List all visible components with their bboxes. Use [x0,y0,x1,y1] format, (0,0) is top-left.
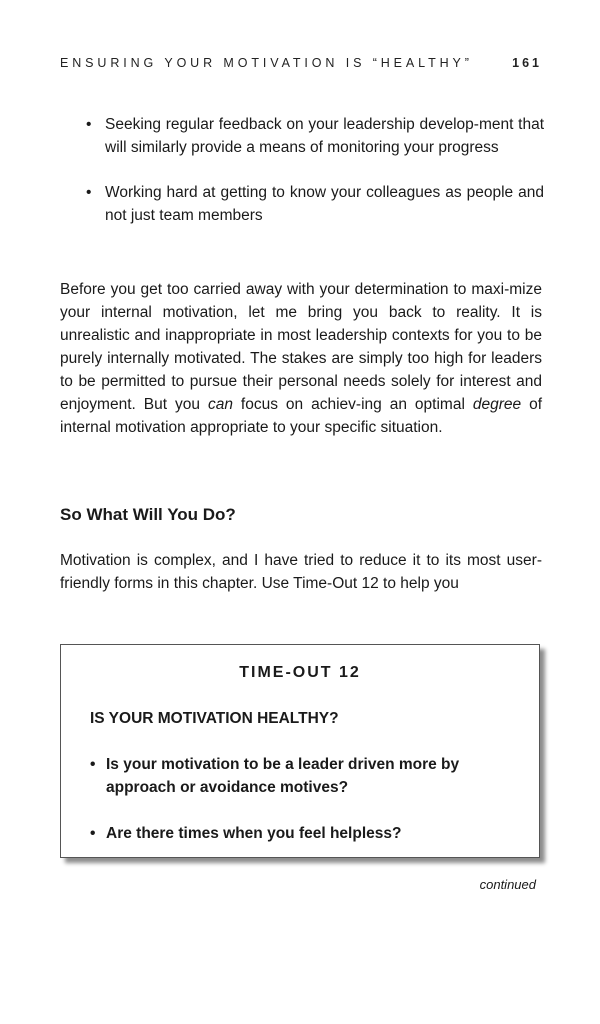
paragraph-text: focus on achiev-ing an optimal [232,396,473,413]
timeout-title: TIME-OUT 12 [239,664,361,681]
paragraph-text: of internal motivation appropriate to your specific situation. [60,396,543,436]
emphasis-degree: degree [472,396,522,413]
bullet-dot-icon: • [86,184,92,201]
timeout-question [90,753,510,799]
bullet-dot-icon: • [90,756,96,773]
timeout-subtitle: IS YOUR MOTIVATION HEALTHY? [90,710,339,727]
bullet-dot-icon: • [90,825,96,842]
page-number: 161 [512,56,542,70]
bullet-text: Seeking regular feedback on your leadership develop-ment that will similarly provide a means of monitoring your progress [105,116,544,156]
bullet-text: Working hard at getting to know your colleagues as people and not just team members [105,184,544,224]
body-paragraph: Motivation is complex, and I have tried to reduce it to its most user-friendly forms in this chapter. Use Time-Out 12 to help you [60,552,542,592]
section-heading: So What Will You Do? [60,505,236,524]
running-head-title: ENSURING YOUR MOTIVATION IS “HEALTHY” [60,56,473,70]
timeout-box [60,644,540,858]
bullet-item [86,113,544,159]
question-text: Are there times when you feel helpless? [106,825,402,842]
paragraph-text: Before you get too carried away with your determination to maxi-mize your internal motivation, let me bring you back to reality. It is unrealistic and inappropriate in most leadership contexts for you to be purely internally motivated. The stakes are simply too high for leaders to be permitted to pursue their personal needs solely for interest and enjoyment. But you [60,281,542,413]
question-text: Is your motivation to be a leader driven more by approach or avoidance motives? [106,756,460,796]
emphasis-can: can [207,396,233,413]
continued-label: continued [479,877,536,892]
bullet-item [86,181,544,227]
bullet-dot-icon: • [86,116,92,133]
body-paragraph [60,278,542,439]
bullet-list [86,113,544,249]
timeout-question [90,822,510,845]
timeout-question-list [90,753,510,868]
